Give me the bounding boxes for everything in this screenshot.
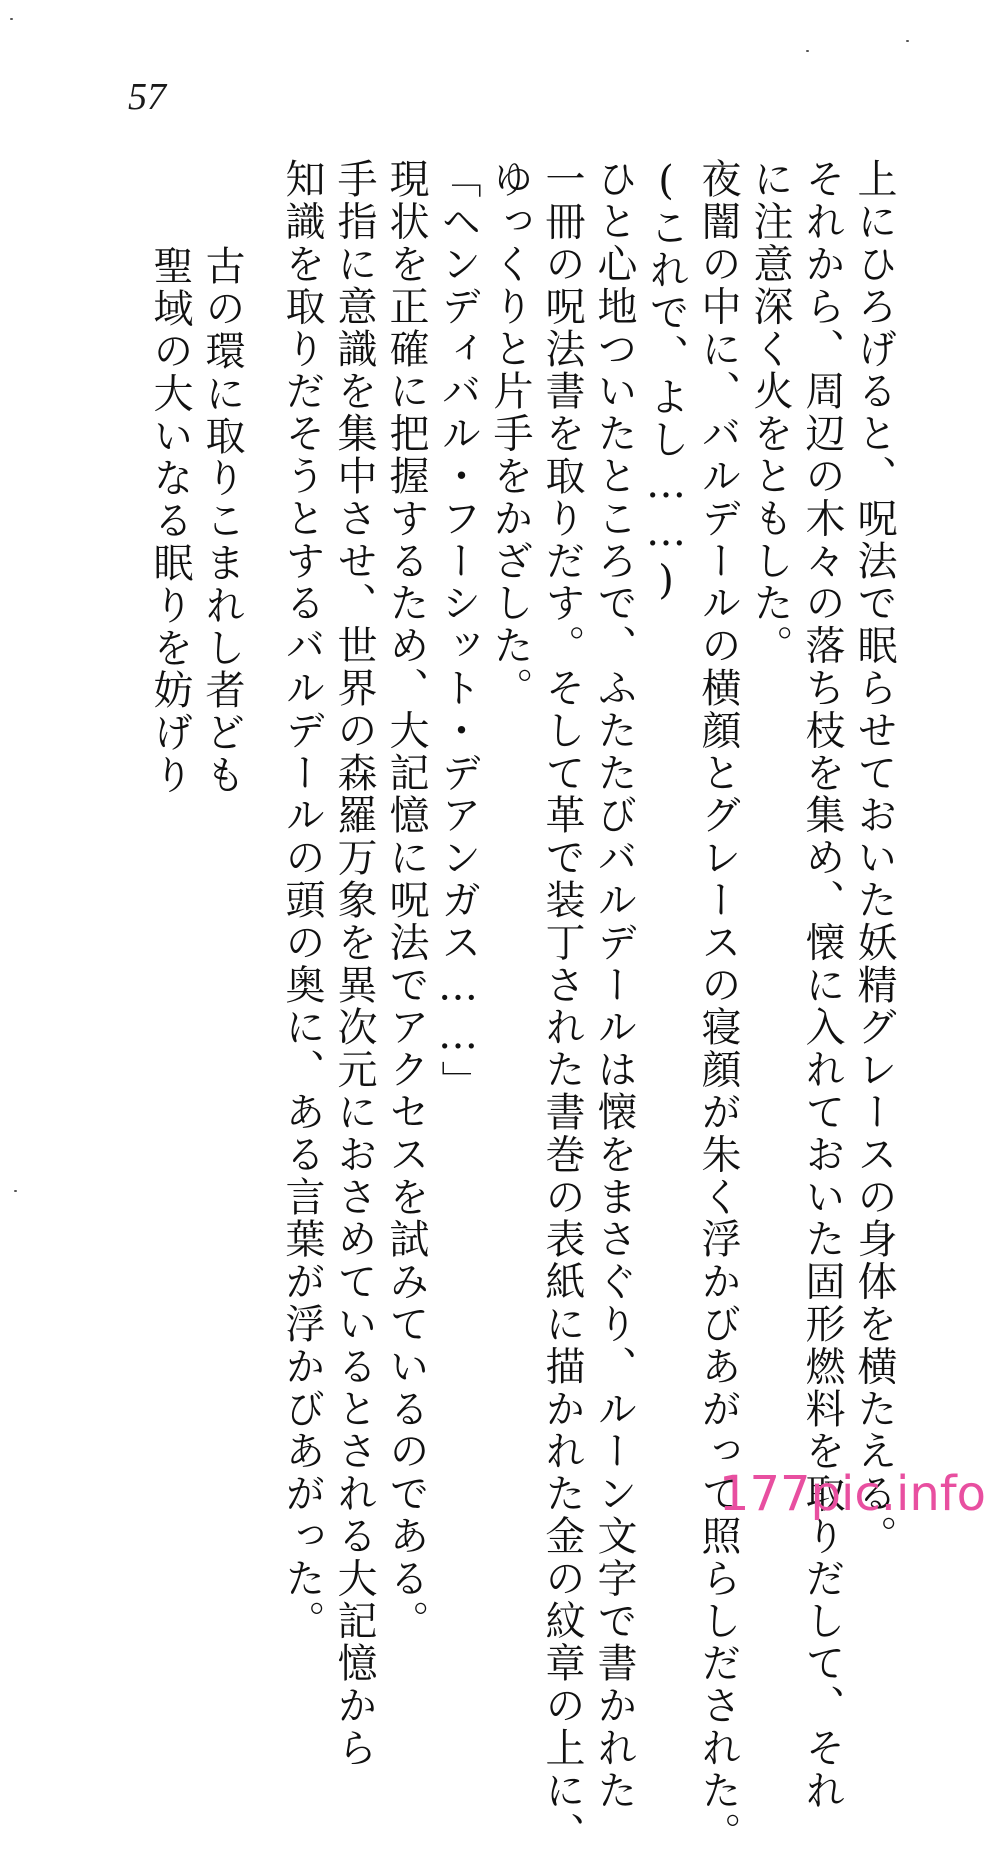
text-column-8: ゆっくりと片手をかざした。	[487, 158, 533, 710]
scan-speck	[906, 40, 909, 42]
text-column-2: それから、周辺の木々の落ち枝を集め、懐に入れておいた固形燃料を取りだして、それ	[799, 158, 845, 1812]
text-column-9: 「ヘンディバル・フーシット・デアンガス……」	[435, 158, 481, 1103]
text-column-11: 手指に意識を集中させ、世界の森羅万象を異次元におさめているとされる大記憶から	[331, 158, 377, 1770]
text-column-4: 夜闇の中に、バルデールの横顔とグレースの寝顔が朱く浮かびあがって照らしだされた。	[695, 158, 741, 1854]
scan-speck	[806, 50, 809, 52]
scan-speck	[14, 1190, 17, 1192]
text-column-7: 一冊の呪法書を取りだす。そして革で装丁された書巻の表紙に描かれた金の紋章の上に、	[539, 158, 585, 1854]
text-column-12: 知識を取りだそうとするバルデールの頭の奥に、ある言葉が浮かびあがった。	[279, 158, 325, 1642]
scan-speck	[10, 18, 13, 20]
page-number: 57	[128, 76, 166, 118]
text-column-6: ひと心地ついたところで、ふたたびバルデールは懐をまさぐり、ルーン文字で書かれた	[591, 158, 637, 1812]
text-column-5: (これで、よし……)	[643, 158, 689, 606]
verse-line-1: 古の環に取りこまれし者ども	[199, 245, 245, 797]
text-column-3: に注意深く火をともした。	[747, 158, 793, 667]
text-column-10: 現状を正確に把握するため、大記憶に呪法でアクセスを試みているのである。	[383, 158, 429, 1642]
verse-line-2: 聖域の大いなる眠りを妨げり	[147, 245, 193, 797]
site-watermark: 177pic.info	[718, 1466, 986, 1522]
text-column-1: 上にひろげると、呪法で眠らせておいた妖精グレースの身体を横たえる。	[851, 158, 897, 1558]
